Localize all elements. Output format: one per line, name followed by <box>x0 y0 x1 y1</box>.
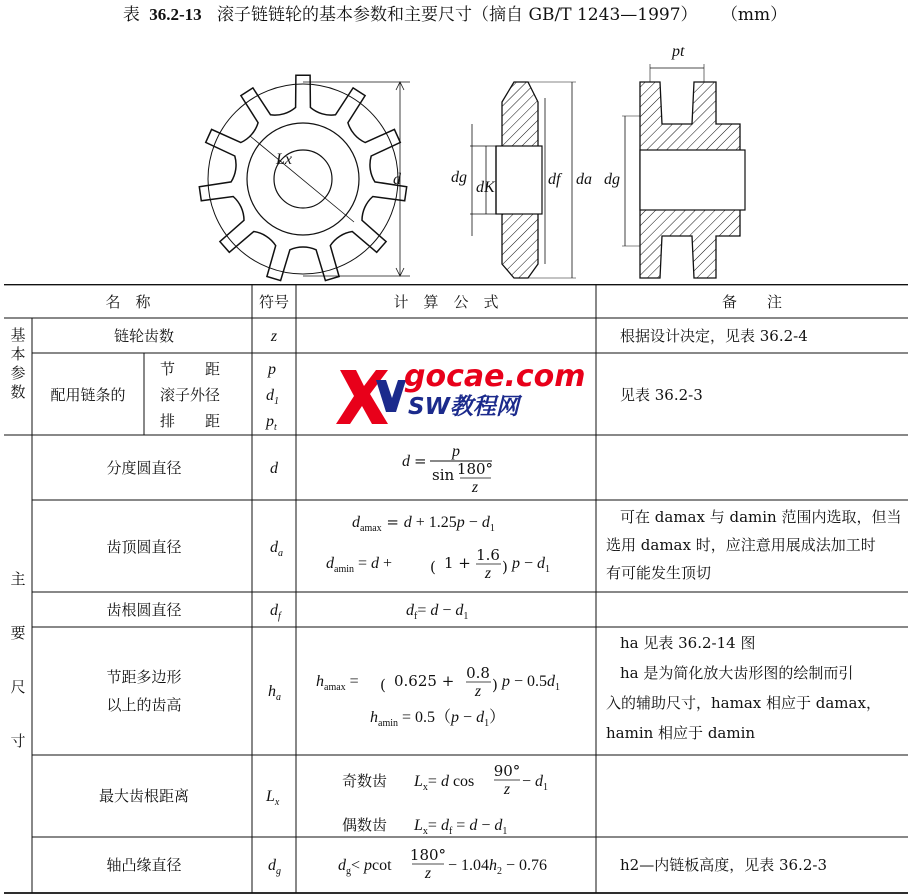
cell-symbol: $h_a$ <box>268 683 281 703</box>
odd-label: 奇数齿 <box>342 772 388 790</box>
formula-ha-min: $h_{amin} = 0.5(p - d_1)$ <box>370 709 506 729</box>
watermark-logo <box>336 359 586 424</box>
cell-note-line: 入的辅助尺寸，hamax 相应于 damax， <box>606 694 881 712</box>
svg-text:z: z <box>474 683 482 700</box>
cell-note-line: 有可能发生顶切 <box>606 564 712 582</box>
cell-name-line: 以上的齿高 <box>106 696 182 714</box>
sprocket-front-view <box>199 75 410 280</box>
row-pitch-diameter <box>106 443 493 496</box>
cell-note-line: 可在 damax 与 damin 范围内选取，但当 <box>620 508 902 526</box>
svg-text:0.625 +: 0.625 + <box>394 672 455 690</box>
cell-name: 链轮齿数 <box>113 327 175 345</box>
cell-note-line: ha 见表 36.2-14 图 <box>620 634 756 652</box>
svg-text:z: z <box>503 781 511 798</box>
cell-symbol: $d_a$ <box>270 539 283 559</box>
table-caption <box>0 0 910 34</box>
cell-note-line: ha 是为简化放大齿形图的绘制而引 <box>620 664 854 682</box>
cell-note: h2—内链板高度，见表 36.2-3 <box>620 856 827 874</box>
sprocket-figure <box>0 34 910 284</box>
group-basic-label <box>10 326 25 401</box>
cell-symbol: $p_t$ <box>266 413 277 433</box>
cell-name-line: 节距多边形 <box>106 668 182 686</box>
svg-text:): ) <box>502 558 508 576</box>
label-dg: dg <box>451 169 467 186</box>
svg-text:sin: sin <box>432 466 455 484</box>
cell-name: 配用链条的 <box>50 386 126 404</box>
formula-da-max <box>352 513 495 534</box>
svg-text:p: p <box>452 443 460 460</box>
cell-symbol: $d_1$ <box>266 387 279 407</box>
cell-name: 分度圆直径 <box>106 459 182 477</box>
formula-dg <box>338 846 547 882</box>
watermark-line2: SW教程网 <box>408 394 519 420</box>
formula-lx-odd <box>413 762 548 798</box>
formula-da-min <box>326 546 550 582</box>
svg-text:z: z <box>471 479 479 496</box>
caption-title: 滚子链链轮的基本参数和主要尺寸（摘自 GB/T 1243—1997） <box>217 5 698 25</box>
cell-note-line: hamin 相应于 damin <box>606 724 756 742</box>
caption-prefix: 表 <box>122 5 140 25</box>
cell-subname: 排 距 <box>160 412 221 430</box>
svg-text:(: ( <box>380 676 386 694</box>
svg-text:d: d <box>402 453 410 470</box>
sprocket-double-row-section <box>604 43 745 278</box>
svg-text:damax = d + 1.25p − d1: $d_{amax} = d + 1.25p - d_1$ <box>352 513 495 534</box>
cell-symbol: z <box>270 328 278 345</box>
cell-name: 最大齿根距离 <box>98 787 190 805</box>
row-teeth-count <box>114 327 808 345</box>
row-tip-diameter <box>106 508 901 582</box>
svg-text:1.6: 1.6 <box>476 546 500 564</box>
label-dk: dK <box>476 179 495 196</box>
row-root-diameter <box>106 601 468 622</box>
cell-subname: 节 距 <box>160 360 221 378</box>
cell-name: 齿根圆直径 <box>106 601 182 619</box>
svg-text:Lx= d cos: $L_x= d$ cos <box>414 773 475 793</box>
svg-text:z: z <box>484 565 492 582</box>
label-dg2: dg <box>604 171 620 188</box>
cell-symbol: $d_g$ <box>268 857 281 877</box>
formula-df: $d_f= d - d_1$ <box>406 602 469 622</box>
label-lx: Lx <box>276 151 292 168</box>
formula-ha-max <box>316 664 560 700</box>
svg-text:hamax =: $h_{amax}$ = <box>316 673 359 693</box>
svg-text:− 1.04h2 − 0.76: − $1.04h_2 - 0.76$ <box>448 857 548 877</box>
formula-lx-even: $L_x= d_f = d - d_1$ <box>414 817 508 837</box>
watermark-line1: gocae.com <box>404 359 586 394</box>
cell-subname: 滚子外径 <box>160 386 221 404</box>
svg-text:1 +: 1 + <box>444 554 471 572</box>
svg-text:− d1: − $d_1$ <box>522 773 549 793</box>
formula-d <box>402 443 493 496</box>
caption-unit: （mm） <box>720 5 788 25</box>
row-max-root-distance <box>99 762 548 837</box>
row-hub-diameter <box>106 846 826 882</box>
header-formula: 计 算 公 式 <box>393 293 499 311</box>
label-d: d <box>393 171 401 188</box>
group-main-label <box>10 570 25 750</box>
sprocket-side-section <box>451 82 592 278</box>
header-note: 备 注 <box>721 293 783 311</box>
caption-number: 36.2-13 <box>149 5 202 24</box>
cell-name: 轴凸缘直径 <box>106 856 182 874</box>
cell-symbol: $d_f$ <box>270 602 281 622</box>
svg-text:damin = d +: $d_{amin} = d$ + <box>326 555 393 575</box>
header-symbol: 符号 <box>258 293 290 311</box>
svg-text:90°: 90° <box>493 762 521 780</box>
cell-symbol: $L_x$ <box>266 788 280 808</box>
svg-text:p − 0.5d1: $p - 0.5d_1$ <box>502 673 561 693</box>
svg-text:z: z <box>424 865 432 882</box>
row-tooth-height <box>106 634 880 742</box>
svg-text:主要尺寸: 主要尺寸 <box>10 570 26 750</box>
svg-text:基本参数: 基本参数 <box>10 326 26 401</box>
cell-symbol: p <box>268 361 276 378</box>
svg-text:0.8: 0.8 <box>466 664 490 682</box>
cell-symbol: d <box>270 460 278 477</box>
svg-text:p − d1: $p - d_1$ <box>512 555 551 575</box>
svg-text:dg< pcot: $d_g< pcot$ <box>338 857 392 877</box>
cell-note-line: 选用 damax 时，应注意用展成法加工时 <box>606 536 876 554</box>
svg-text:180°: 180° <box>456 460 494 478</box>
cell-note: 见表 36.2-3 <box>620 386 703 404</box>
cell-note: 根据设计决定，见表 36.2-4 <box>620 327 808 345</box>
svg-text:(: ( <box>430 558 436 576</box>
header-name: 名 称 <box>105 293 151 311</box>
parameters-table <box>4 284 908 894</box>
svg-text:180°: 180° <box>409 846 447 864</box>
cell-name: 齿顶圆直径 <box>106 538 182 556</box>
svg-text:=: = <box>414 452 427 470</box>
row-chain-params <box>50 359 702 433</box>
label-pt: pt <box>672 43 685 60</box>
label-da: da <box>576 171 592 188</box>
label-df: df <box>548 171 561 188</box>
even-label: 偶数齿 <box>342 816 388 834</box>
svg-text:): ) <box>492 676 498 694</box>
